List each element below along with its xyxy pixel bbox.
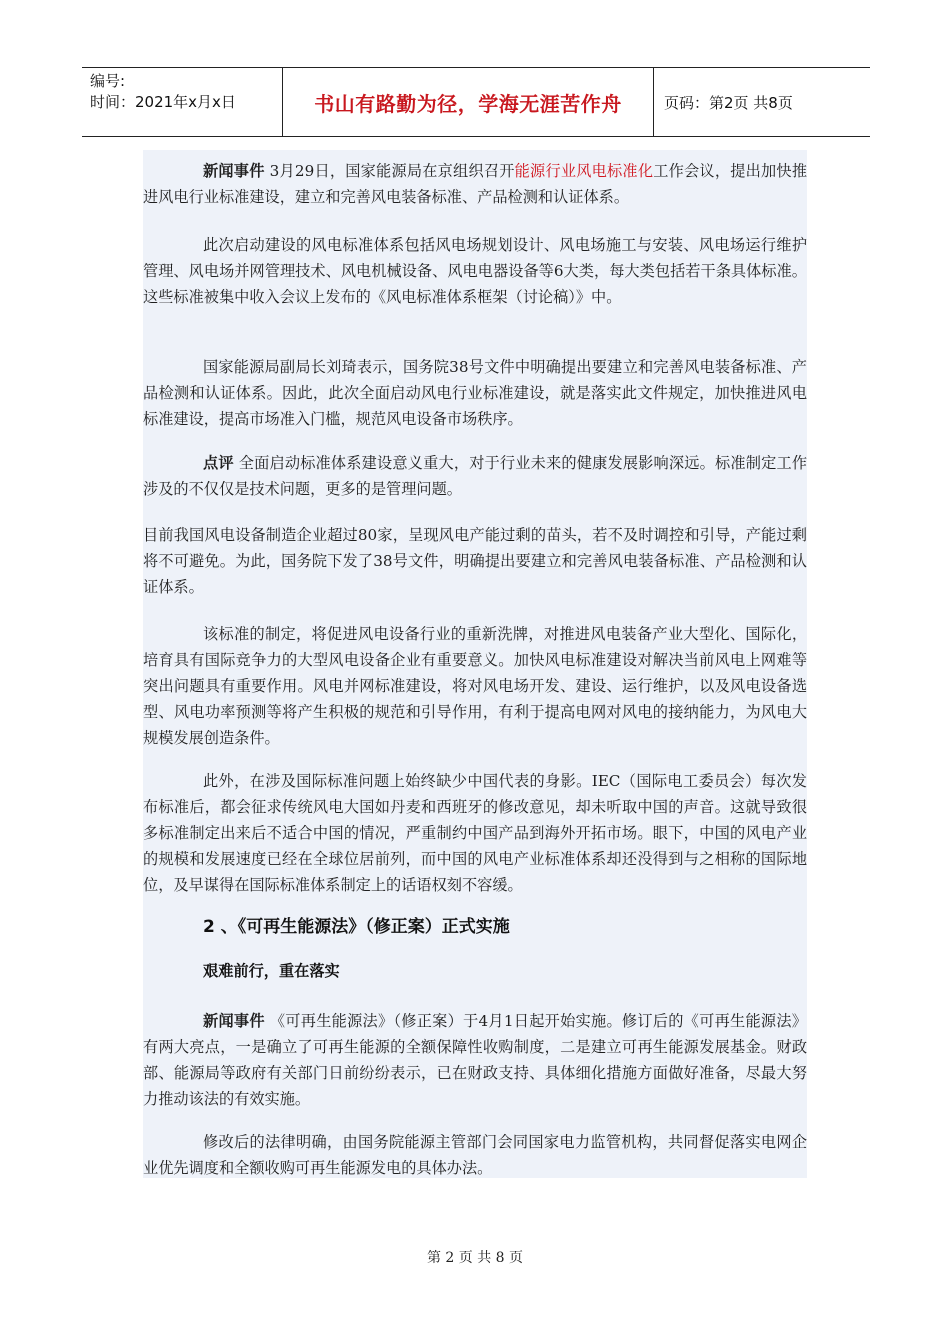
paragraph-text: 工作会议，提出加快推进风电行业标准建设，建立和完善风电装备标准、产品检测和认证体系。 (143, 162, 808, 206)
paragraph-comment (143, 450, 807, 502)
header-meta (82, 68, 283, 136)
lead-news-event: 新闻事件 (203, 162, 265, 180)
paragraph-international: 此外，在涉及国际标准问题上始终缺少中国代表的身影。IEC（国际电工委员会）每次发布标准后，都会征求传统风电大国如丹麦和西班牙的修改意见，却未听取中国的声音。这就导致很多标准制定出来后不适合中国的情况，严重制约中国产品到海外开拓市场。眼下，中国的风电产业的规模和发展速度已经在全球位居前列，而中国的风电产业标准体系却还没得到与之相称的国际地位，及早谋得在国际标准体系制定上的话语权刻不容缓。 (143, 772, 807, 894)
lead-comment: 点评 (203, 454, 234, 472)
article-body (143, 150, 807, 1178)
section-heading-2: 2 、《可再生能源法》（修正案）正式实施 (203, 917, 510, 937)
paragraph-liu-qi: 国家能源局副局长刘琦表示，国务院38号文件中明确提出要建立和完善风电装备标准、产品检测和认证体系。因此，此次全面启动风电行业标准建设，就是落实此文件规定，加快推进风电标准建设，提高市场准入门槛，规范风电设备市场秩序。 (143, 358, 807, 428)
page-header (82, 67, 870, 137)
section-subheading: 艰难前行，重在落实 (203, 962, 340, 980)
header-time-label: 时间：2021年x月x日 (90, 93, 236, 111)
highlighted-link-text: 能源行业风电标准化 (514, 162, 654, 180)
paragraph-news-event-2 (143, 1008, 807, 1112)
paragraph-overcapacity: 目前我国风电设备制造企业超过80家，呈现风电产能过剩的苗头，若不及时调控和引导，产能过剩将不可避免。为此，国务院下发了38号文件，明确提出要建立和完善风电装备标准、产品检测和认证体系。 (143, 526, 807, 596)
lead-news-event: 新闻事件 (203, 1012, 265, 1030)
paragraph-standards-system: 此次启动建设的风电标准体系包括风电场规划设计、风电场施工与安装、风电场运行维护管理、风电场并网管理技术、风电机械设备、风电电器设备等6大类，每大类包括若干条具体标准。这些标准被集中收入会议上发布的《风电标准体系框架（讨论稿）》中。 (143, 236, 807, 306)
paragraph-law-details: 修改后的法律明确，由国务院能源主管部门会同国家电力监管机构，共同督促落实电网企业优先调度和全额收购可再生能源发电的具体办法。 (143, 1133, 807, 1177)
page-footer: 第 2 页 共 8 页 (426, 1250, 524, 1266)
paragraph-text: 全面启动标准体系建设意义重大，对于行业未来的健康发展影响深远。标准制定工作涉及的不仅仅是技术问题，更多的是管理问题。 (143, 454, 808, 498)
paragraph-reshuffle: 该标准的制定，将促进风电设备行业的重新洗牌，对推进风电装备产业大型化、国际化，培育具有国际竞争力的大型风电设备企业有重要意义。加快风电标准建设对解决当前风电上网难等突出问题具有重要作用。风电并网标准建设，将对风电场开发、建设、运行维护，以及风电设备选型、风电功率预测等将产生积极的规范和引导作用，有利于提高电网对风电的接纳能力，为风电大规模发展创造条件。 (143, 625, 807, 747)
paragraph-news-event-1 (143, 158, 807, 210)
header-page-info: 页码：第2页 共8页 (664, 93, 793, 112)
header-code-label: 编号: (90, 72, 126, 90)
paragraph-text: 3月29日，国家能源局在京组织召开 (264, 162, 515, 180)
header-motto: 书山有路勤为径，学海无涯苦作舟 (283, 68, 654, 136)
paragraph-text: 《可再生能源法》（修正案）于4月1日起开始实施。修订后的《可再生能源法》有两大亮点，一是确立了可再生能源的全额保障性收购制度，二是建立可再生能源发展基金。财政部、能源局等政府有关部门日前纷纷表示，已在财政支持、具体细化措施方面做好准备，尽最大努力推动该法的有效实施。 (143, 1012, 807, 1108)
